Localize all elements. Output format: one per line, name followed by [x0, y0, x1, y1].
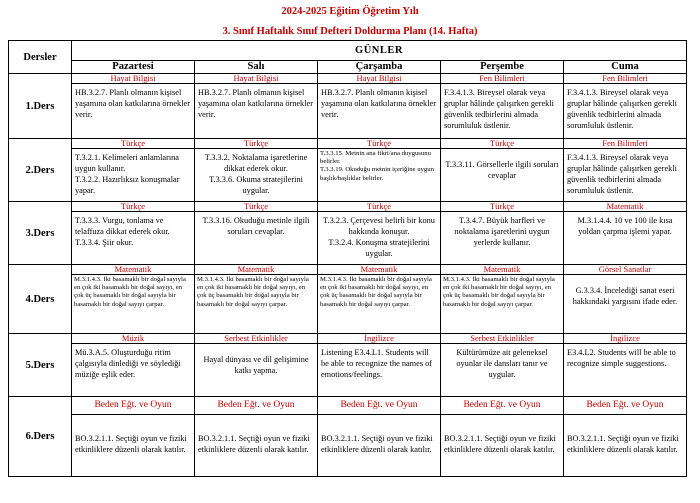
day-header-thursday: Perşembe — [441, 61, 564, 74]
outcome-text: BO.3.2.1.1. Seçtiği oyun ve fiziki etkinliklere düzenli olarak katılır. — [567, 434, 679, 454]
lesson-cell — [72, 202, 195, 265]
lesson-cell — [564, 334, 687, 397]
page-title-year: 2024-2025 Eğitim Öğretim Yılı — [281, 6, 419, 17]
subject-label: Matematik — [195, 265, 317, 275]
table-row — [9, 139, 687, 202]
lesson-cell — [72, 265, 195, 334]
lesson-label: 1.Ders — [9, 74, 72, 139]
subject-label: Fen Bilimleri — [441, 74, 563, 84]
lesson-cell — [195, 397, 318, 477]
lesson-cell — [318, 334, 441, 397]
subject-label: Hayat Bilgisi — [72, 74, 194, 84]
outcome-text: M.3.1.4.3. İki basamaklı bir doğal sayıyla en çok iki basamaklı bir doğal sayıyı, en çok üç basamaklı bir doğal sayıyla bir basamaklı bir doğal sayıyı çarpar. — [320, 276, 432, 308]
subject-label: Matematik — [318, 265, 440, 275]
outcome-text: T.3.3.2. Noktalama işaretlerine dikkat ederek okur. T.3.3.6. Okuma stratejilerini uygular. — [204, 153, 308, 195]
lesson-cell — [195, 139, 318, 202]
subject-label: Türkçe — [195, 139, 317, 149]
subject-label: Türkçe — [72, 202, 194, 212]
lesson-cell — [195, 334, 318, 397]
subject-label: Türkçe — [441, 202, 563, 212]
outcome-text: M.3.1.4.3. İki basamaklı bir doğal sayıyla en çok iki basamaklı bir doğal sayıyı, en çok üç basamaklı bir doğal sayıyla bir basamaklı bir doğal sayıyı çarpar. — [197, 276, 309, 308]
outcome-text: T.3.2.3. Çerçevesi belirli bir konu hakkında konuşur. T.3.2.4. Konuşma stratejilerini uygular. — [323, 216, 435, 258]
table-row — [9, 334, 687, 397]
outcome-text: BO.3.2.1.1. Seçtiği oyun ve fiziki etkinliklere düzenli olarak katılır. — [444, 434, 556, 454]
outcome-text: G.3.3.4. İncelediği sanat eseri hakkındaki yargısını ifade eder. — [572, 286, 678, 306]
subject-label: Görsel Sanatlar — [564, 265, 686, 275]
lesson-cell — [318, 139, 441, 202]
lesson-cell — [564, 139, 687, 202]
table-row — [9, 265, 687, 334]
subject-label: Beden Eğt. ve Oyun — [195, 397, 317, 415]
outcome-text: M.3.1.4.3. İki basamaklı bir doğal sayıyla en çok iki basamaklı bir doğal sayıyı, en çok üç basamaklı bir doğal sayıyla bir basamaklı bir doğal sayıyı çarpar. — [74, 276, 186, 308]
lesson-cell — [72, 397, 195, 477]
weekly-plan-table — [8, 40, 687, 477]
subject-label: Matematik — [564, 202, 686, 212]
subject-label: Matematik — [72, 265, 194, 275]
lesson-label: 4.Ders — [9, 265, 72, 334]
gunler-header: GÜNLER — [72, 41, 687, 61]
outcome-text: F.3.4.1.3. Bireysel olarak veya gruplar hâlinde çalışırken gerekli güvenlik tedbirlerini almada sorumluluk üstlenir. — [444, 88, 554, 130]
table-row — [9, 202, 687, 265]
outcome-text: M.3.1.4.4. 10 ve 100 ile kısa yoldan çarpma işlemi yapar. — [577, 216, 673, 236]
outcome-text: Kültürümüze ait geleneksel oyunlar ile dansları tanır ve uygular. — [456, 348, 548, 379]
outcome-text: Hayal dünyası ve dil gelişimine katkı yapma. — [203, 355, 309, 375]
table-row — [9, 74, 687, 139]
lesson-cell — [72, 74, 195, 139]
lesson-cell — [318, 397, 441, 477]
outcome-text: HB.3.2.7. Planlı olmanın kişisel yaşamına olan katkılarına örnekler verir. — [75, 88, 190, 119]
lesson-cell — [441, 202, 564, 265]
lesson-cell — [441, 139, 564, 202]
subject-label: Beden Eğt. ve Oyun — [564, 397, 686, 415]
subject-label: Hayat Bilgisi — [195, 74, 317, 84]
outcome-text: BO.3.2.1.1. Seçtiği oyun ve fiziki etkinliklere düzenli olarak katılır. — [321, 434, 433, 454]
subject-label: Matematik — [441, 265, 563, 275]
lesson-cell — [564, 265, 687, 334]
outcome-text: HB.3.2.7. Planlı olmanın kişisel yaşamına olan katkılarına örnekler verir. — [198, 88, 313, 119]
dersler-header: Dersler — [9, 41, 72, 74]
lesson-cell — [72, 139, 195, 202]
outcome-text: E3.4.L2. Students will be able to recognize simple suggestions. — [567, 348, 676, 368]
lesson-cell — [72, 334, 195, 397]
outcome-text: HB.3.2.7. Planlı olmanın kişisel yaşamına olan katkılarına örnekler verir. — [321, 88, 436, 119]
lesson-cell — [318, 202, 441, 265]
outcome-text: F.3.4.1.3. Bireysel olarak veya gruplar hâlinde çalışırken gerekli güvenlik tedbirlerini almada sorumluluk üstlenir. — [567, 153, 677, 195]
lesson-cell — [195, 74, 318, 139]
outcome-text: T.3.4.7. Büyük harfleri ve noktalama işaretlerini uygun yerlerde kullanır. — [454, 216, 550, 247]
outcome-text: Mü.3.A.5. Oluşturduğu ritim çalgısıyla dinlediği ve söylediği müziğe eşlik eder. — [75, 348, 181, 379]
day-header-friday: Cuma — [564, 61, 687, 74]
lesson-cell — [441, 74, 564, 139]
subject-label: Fen Bilimleri — [564, 139, 686, 149]
subject-label: Türkçe — [441, 139, 563, 149]
subject-label: İngilizce — [318, 334, 440, 344]
lesson-cell — [195, 265, 318, 334]
outcome-text: T.3.3.3. Vurgu, tonlama ve telaffuza dikkat ederek okur. T.3.3.4. Şiir okur. — [75, 216, 170, 247]
outcome-text: T.3.2.1. Kelimeleri anlamlarına uygun kullanır. T.3.2.2. Hazırlıksız konuşmalar yapar. — [75, 153, 180, 195]
outcome-text: BO.3.2.1.1. Seçtiği oyun ve fiziki etkinliklere düzenli olarak katılır. — [75, 434, 187, 454]
subject-label: Müzik — [72, 334, 194, 344]
subject-label: Türkçe — [318, 202, 440, 212]
subject-label: Beden Eğt. ve Oyun — [72, 397, 194, 415]
day-header-monday: Pazartesi — [72, 61, 195, 74]
outcome-text: T.3.3.15. Metnin ana fikri/ana duygusunu belirler. T.3.3.19. Okuduğu metnin içeriğine uygun başlık/başlıklar belirler. — [320, 150, 434, 182]
subject-label: Serbest Etkinlikler — [195, 334, 317, 344]
subject-label: Serbest Etkinlikler — [441, 334, 563, 344]
subject-label: İngilizce — [564, 334, 686, 344]
day-header-wednesday: Çarşamba — [318, 61, 441, 74]
subject-label: Türkçe — [72, 139, 194, 149]
lesson-cell — [441, 265, 564, 334]
subject-label: Türkçe — [195, 202, 317, 212]
lesson-cell — [441, 397, 564, 477]
day-header-tuesday: Salı — [195, 61, 318, 74]
subject-label: Beden Eğt. ve Oyun — [318, 397, 440, 415]
lesson-label: 2.Ders — [9, 139, 72, 202]
outcome-text: F.3.4.1.3. Bireysel olarak veya gruplar hâlinde çalışırken gerekli güvenlik tedbirlerini almada sorumluluk üstlenir. — [567, 88, 677, 130]
table-row — [9, 397, 687, 477]
lesson-label: 6.Ders — [9, 397, 72, 477]
lesson-cell — [441, 334, 564, 397]
lesson-cell — [318, 74, 441, 139]
lesson-cell — [318, 265, 441, 334]
outcome-text: M.3.1.4.3. İki basamaklı bir doğal sayıyla en çok iki basamaklı bir doğal sayıyı, en çok üç basamaklı bir doğal sayıyla bir basamaklı bir doğal sayıyı çarpar. — [443, 276, 555, 308]
lesson-cell — [195, 202, 318, 265]
subject-label: Beden Eğt. ve Oyun — [441, 397, 563, 415]
lesson-label: 3.Ders — [9, 202, 72, 265]
outcome-text: BO.3.2.1.1. Seçtiği oyun ve fiziki etkinliklere düzenli olarak katılır. — [198, 434, 310, 454]
subject-label: Türkçe — [318, 139, 440, 149]
page-title-plan: 3. Sınıf Haftalık Sınıf Defteri Doldurma Planı (14. Hafta) — [222, 26, 478, 37]
outcome-text: T.3.3.11. Görsellerle ilgili soruları cevaplar — [445, 160, 559, 180]
lesson-cell — [564, 74, 687, 139]
outcome-text: T.3.3.16. Okuduğu metinle ilgili soruları cevaplar. — [202, 216, 310, 236]
subject-label: Fen Bilimleri — [564, 74, 686, 84]
lesson-label: 5.Ders — [9, 334, 72, 397]
subject-label: Hayat Bilgisi — [318, 74, 440, 84]
outcome-text: Listening E3.4.L1. Students will be able to recognize the names of emotions/feelings. — [321, 348, 433, 379]
lesson-cell — [564, 202, 687, 265]
lesson-cell — [564, 397, 687, 477]
